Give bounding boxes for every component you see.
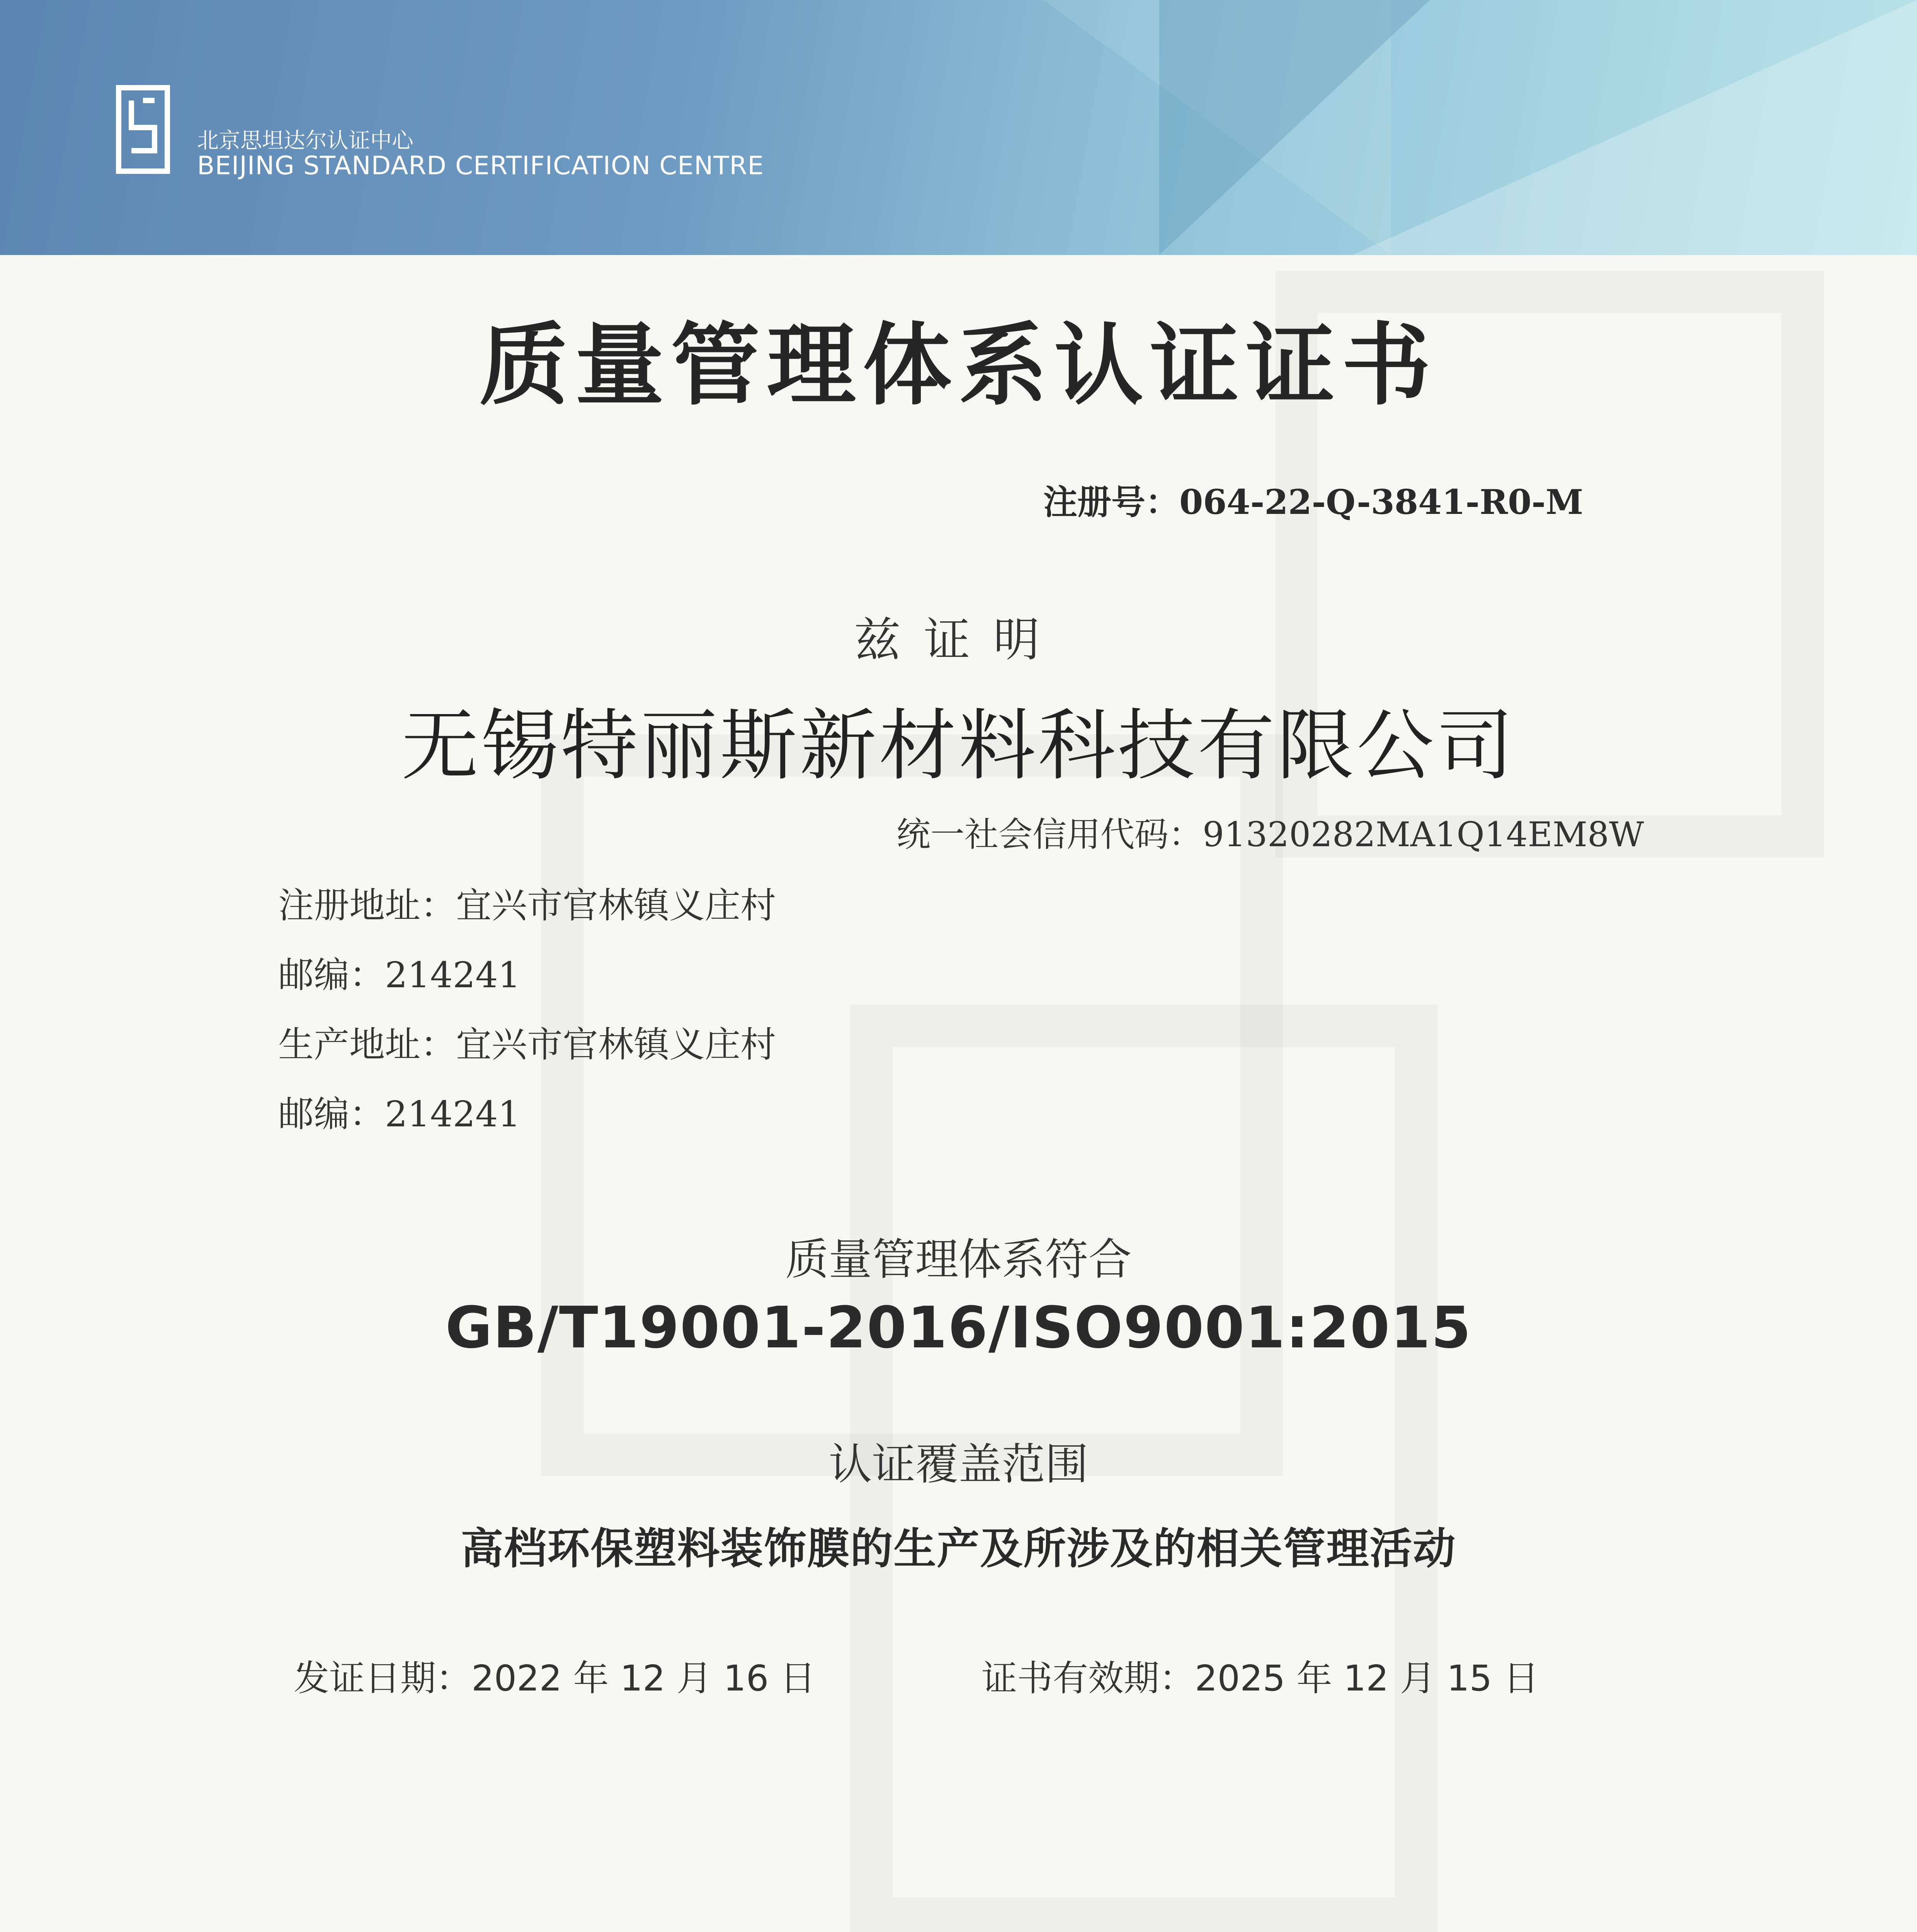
postcode: 邮编：214241 bbox=[278, 954, 521, 996]
expiry-date: 证书有效期：2025 年 12 月 15 日 bbox=[981, 1658, 1539, 1699]
registered-address: 注册地址：宜兴市官林镇义庄村 bbox=[278, 885, 776, 926]
registration-number: 注册号：064-22-Q-3841-R0-M bbox=[1043, 482, 1584, 522]
company-name: 无锡特丽斯新材料科技有限公司 bbox=[401, 701, 1516, 791]
credit-code: 统一社会信用代码：91320282MA1Q14EM8W bbox=[896, 815, 1644, 854]
org-name-cn: 北京思坦达尔认证中心 bbox=[197, 128, 413, 153]
standard-intro: 质量管理体系符合 bbox=[785, 1235, 1132, 1285]
certificate-title: 质量管理体系认证证书 bbox=[479, 313, 1438, 417]
hereby-certify: 兹证明 bbox=[854, 613, 1063, 667]
issue-date: 发证日期：2022 年 12 月 16 日 bbox=[294, 1658, 816, 1699]
production-address: 生产地址：宜兴市官林镇义庄村 bbox=[278, 1024, 776, 1065]
scope-intro: 认证覆盖范围 bbox=[828, 1439, 1089, 1490]
bscc-logo-icon bbox=[116, 85, 170, 174]
scope: 高档环保塑料装饰膜的生产及所涉及的相关管理活动 bbox=[461, 1524, 1456, 1573]
org-name-en: BEIJING STANDARD CERTIFICATION CENTRE bbox=[197, 151, 764, 180]
postcode: 邮编：214241 bbox=[278, 1094, 521, 1135]
standard: GB/T19001-2016/ISO9001:2015 bbox=[445, 1294, 1472, 1361]
